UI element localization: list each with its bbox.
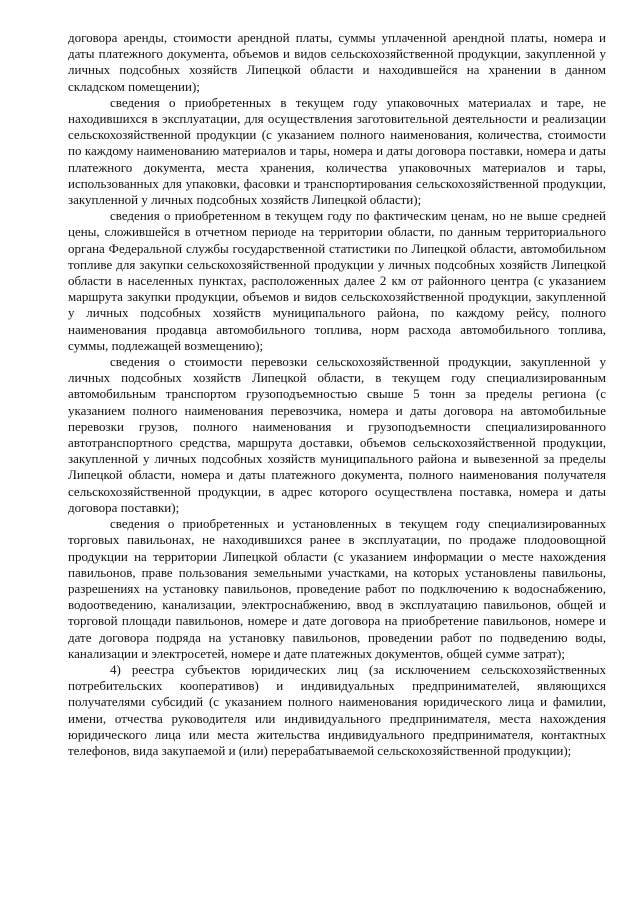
paragraph-packaging-materials: сведения о приобретенных в текущем году упаковочных материалах и таре, не находившихся в эксплуатации, для осуществления заготовительной деятельности и реализации сельскохозяйственной продукции (с указанием полного наименования, количества, стоимости по каждому наименованию материалов и тары, номера и даты договора поставки, номера и даты платежного документа, места хранения, количества упаковочных материалов и тары, использованных для упаковки, фасовки и транспортирования сельскохозяйственной продукции, закупленной у личных подсобных хозяйств Липецкой области); [68,94,606,208]
paragraph-automobile-fuel: сведения о приобретенном в текущем году по фактическим ценам, но не выше средней цены, сложившейся в отчетном периоде на территории области, по данным территориального органа Федеральной службы государственной статистики по Липецкой области, автомобильном топливе для закупки сельскохозяйственной продукции у личных подсобных хозяйств Липецкой области в населенных пунктах, расположенных далее 2 км от районного центра (с указанием маршрута закупки продукции, объемов и видов сельскохозяйственной продукции, закупленной у личных подсобных хозяйств муниципального района, по каждому рейсу, полного наименования продавца автомобильного топлива, норм расхода автомобильного топлива, суммы, подлежащей возмещению); [68,208,606,353]
paragraph-registry-of-subjects: 4) реестра субъектов юридических лиц (за исключением сельскохозяйственных потребительских кооперативов) и индивидуальных предпринимателей, являющихся получателями субсидий (с указанием полного наименования юридического лица и фамилии, имени, отчества руководителя или индивидуального предпринимателя, места нахождения юридического лица или места жительства индивидуального предпринимателя, контактных телефонов, вида закупаемой и (или) перерабатываемой сельскохозяйственной продукции); [68,661,606,758]
document-page [68,30,606,759]
paragraph-trade-pavilions: сведения о приобретенных и установленных в текущем году специализированных торговых павильонах, не находившихся ранее в эксплуатации, по продаже плодоовощной продукции на территории Липецкой области (с указанием информации о месте нахождения павильонов, праве пользования земельными участками, на которых установлены павильоны, разрешениях на установку павильонов, проведение работ по подключению к водоснабжению, водоотведению, канализации, электроснабжению, ввод в эксплуатацию павильонов, общей и торговой площади павильонов, номере и дате договора на приобретение павильонов, номере и дате договора подряда на установку павильонов, проведении работ по подведению воды, канализации и электросетей, номере и дате платежных документов, общей сумме затрат); [68,516,606,661]
paragraph-transportation-cost: сведения о стоимости перевозки сельскохозяйственной продукции, закупленной у личных подсобных хозяйств Липецкой области, в текущем году специализированным автомобильным транспортом грузоподъемностью свыше 5 тонн за пределы региона (с указанием полного наименования перевозчика, номера и даты договора на автомобильные перевозки грузов, полного наименования и грузоподъемности специализированного автотранспортного средства, маршрута доставки, объемов сельскохозяйственной продукции, закупленной у личных подсобных хозяйств муниципального района и вывезенной за пределы Липецкой области, номера и даты платежного документа, полного наименования получателя сельскохозяйственной продукции, в адрес которого осуществлена поставка, номера и даты договора поставки); [68,354,606,515]
paragraph-lease-continuation: договора аренды, стоимости арендной платы, суммы уплаченной арендной платы, номера и даты платежного документа, объемов и видов сельскохозяйственной продукции, закупленной у личных подсобных хозяйств Липецкой области и находившейся на хранении в данном складском помещении); [68,30,606,94]
